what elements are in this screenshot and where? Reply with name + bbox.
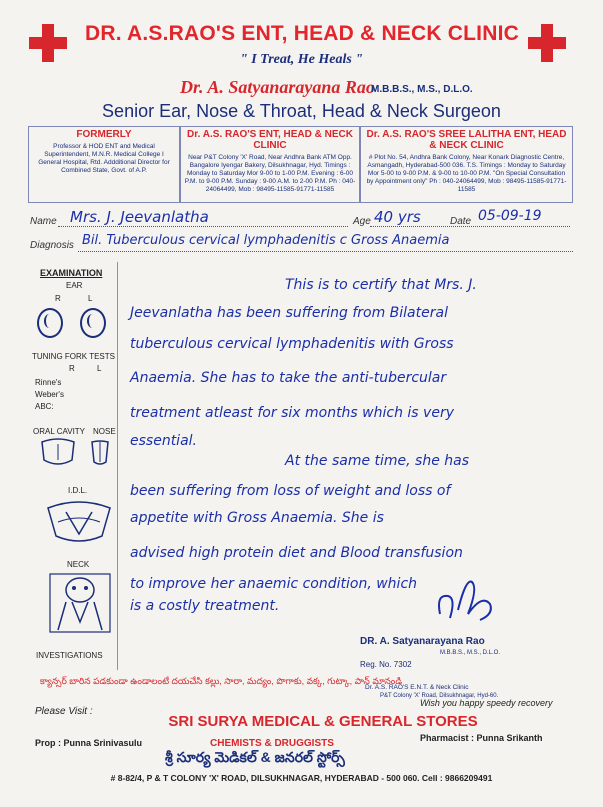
- telugu-warning: క్యాన్సర్ బారిన పడకుండా ఉండాలంటే దయచేసి కల్లు, సారా, మద్యం, పొగాకు, వక్క, గుట్కా, పాన్ మానండి: [40, 676, 403, 686]
- diagnosis-label: Diagnosis: [30, 240, 74, 251]
- diagnosis-value: Bil. Tuberculous cervical lymphadenitis c Gross Anaemia: [82, 233, 450, 248]
- tuning-left-label: L: [97, 364, 102, 373]
- larynx-diagram-icon: [44, 500, 114, 544]
- body-line-5: treatment atleast for six months which is very: [130, 405, 454, 421]
- ear-left-icon: [80, 308, 106, 338]
- nose-label: NOSE: [93, 427, 116, 436]
- ear-label: EAR: [66, 281, 83, 290]
- body-line-10: advised high protein diet and Blood transfusion: [130, 545, 463, 561]
- clinic-box-2: [360, 126, 573, 203]
- wish-recovery: Wish you happy speedy recovery: [420, 698, 553, 708]
- column-divider: [117, 262, 118, 670]
- name-underline: [58, 226, 348, 227]
- store-pharmacist: Pharmacist : Punna Srikanth: [420, 733, 543, 743]
- doctor-degrees: M.B.B.S., M.S., D.L.O.: [371, 84, 473, 95]
- diagnosis-underline: [78, 251, 573, 252]
- stamp-reg: Reg. No. 7302: [360, 660, 412, 669]
- body-line-6: essential.: [130, 433, 197, 449]
- body-line-8: been suffering from loss of weight and loss of: [130, 483, 451, 499]
- body-line-7: At the same time, she has: [285, 453, 470, 469]
- please-visit: Please Visit :: [35, 706, 93, 717]
- abc-label: ABC:: [35, 402, 54, 411]
- neck-diagram-icon: [48, 572, 112, 634]
- date-value: 05-09-19: [478, 208, 542, 224]
- body-line-1: This is to certify that Mrs. J.: [285, 277, 477, 293]
- stamp-clinic: Dr. A.S. RAO'S E.N.T. & Neck Clinic: [365, 684, 469, 691]
- body-line-3: tuberculous cervical lymphadenitis with Gross: [130, 336, 454, 352]
- body-line-2: Jeevanlatha has been suffering from Bilateral: [130, 305, 448, 321]
- tuning-fork-label: TUNING FORK TESTS: [32, 352, 115, 361]
- stamp-address: P&T Colony 'X' Road, Dilsukhnagar, Hyd-60.: [380, 693, 499, 699]
- store-name: SRI SURYA MEDICAL & GENERAL STORES: [168, 713, 478, 730]
- oral-nose-diagram-icon: [38, 438, 114, 468]
- examination-heading: EXAMINATION: [40, 268, 103, 278]
- idl-label: I.D.L.: [68, 486, 88, 495]
- investigations-label: INVESTIGATIONS: [36, 651, 103, 660]
- clinic-box-1-heading: Dr. A.S. RAO'S ENT, HEAD & NECK CLINIC: [187, 129, 353, 151]
- date-label: Date: [450, 216, 472, 227]
- store-proprietor: Prop : Punna Srinivasulu: [35, 738, 143, 748]
- body-line-12: is a costly treatment.: [130, 598, 280, 614]
- formerly-heading: FORMERLY: [76, 129, 132, 140]
- stamp-degrees: M.B.B.S., M.S., D.L.O.: [440, 650, 501, 656]
- signature-icon: [432, 574, 502, 629]
- clinic-box-1: [180, 126, 360, 203]
- oral-cavity-label: ORAL CAVITY: [33, 427, 86, 436]
- tuning-right-label: R: [69, 364, 75, 373]
- clinic-box-1-text: Near P&T Colony 'X' Road, Near Andhra Bank ATM Opp. Bangalore Iyengar Bakery, Dilsukhnagar, Hyd. Timings : Monday to Saturday Mor 9-00 to 1-00 P.M. Evening : 6-00 P.M. to 9-00 P.M. Sunday : 9-00 A.M. to 2-00 P.M. Ph : 040-24064499, Mob : 98495-11585-91771-11585: [184, 154, 356, 193]
- ear-left-label: L: [88, 294, 93, 303]
- store-chemists: CHEMISTS & DRUGGISTS: [210, 738, 334, 749]
- store-address: # 8-82/4, P & T COLONY 'X' ROAD, DILSUKHNAGAR, HYDERABAD - 500 060. Cell : 9866209491: [110, 773, 493, 783]
- store-name-telugu: శ్రీ సూర్య మెడికల్ & జనరల్ స్టోర్స్: [165, 749, 345, 765]
- formerly-box: [28, 126, 180, 203]
- motto: " I Treat, He Heals ": [239, 52, 364, 67]
- clinic-title: DR. A.S.RAO'S ENT, HEAD & NECK CLINIC: [85, 22, 519, 45]
- name-label: Name: [30, 216, 57, 227]
- body-line-4: Anaemia. She has to take the anti-tubercular: [130, 370, 447, 386]
- stamp-doctor-name: DR. A. Satyanarayana Rao: [360, 636, 485, 647]
- doctor-specialty: Senior Ear, Nose & Throat, Head & Neck Surgeon: [102, 101, 501, 121]
- age-date-underline: [370, 226, 570, 227]
- ear-right-label: R: [55, 294, 61, 303]
- body-line-9: appetite with Gross Anaemia. She is: [130, 510, 384, 526]
- neck-label: NECK: [67, 560, 90, 569]
- formerly-text: Professor & HOD ENT and Medical Superintendent, M.N.R. Medical College I General Hospital, Rtd. Addditional Director for Combined State, Govt. of A.P.: [38, 143, 170, 174]
- age-value: 40 yrs: [374, 208, 421, 226]
- weber-label: Weber's: [35, 390, 64, 399]
- age-label: Age: [353, 216, 371, 227]
- clinic-box-2-text: # Plot No. 54, Andhra Bank Colony, Near Konark Diagnostic Centre, Asmangadh, Hyderabad-500 036. T.S. Timings : Monday to Saturday Mor 5-00 to 9-00 P.M. & 9-00 to 10-00 P.M. "On Special Consultation by Appointment only" Ph : 040-24064499, Mob : 98495-11585-91771-11585: [366, 154, 567, 193]
- rinne-label: Rinne's: [35, 378, 62, 387]
- doctor-name: Dr. A. Satyanarayana Rao: [180, 77, 375, 97]
- body-line-11: to improve her anaemic condition, which: [130, 576, 418, 592]
- ear-right-icon: [37, 308, 63, 338]
- name-value: Mrs. J. Jeevanlatha: [70, 208, 209, 226]
- clinic-box-2-heading-text: Dr. A.S. RAO'S SREE LALITHA ENT, HEAD & NECK CLINIC: [366, 129, 567, 151]
